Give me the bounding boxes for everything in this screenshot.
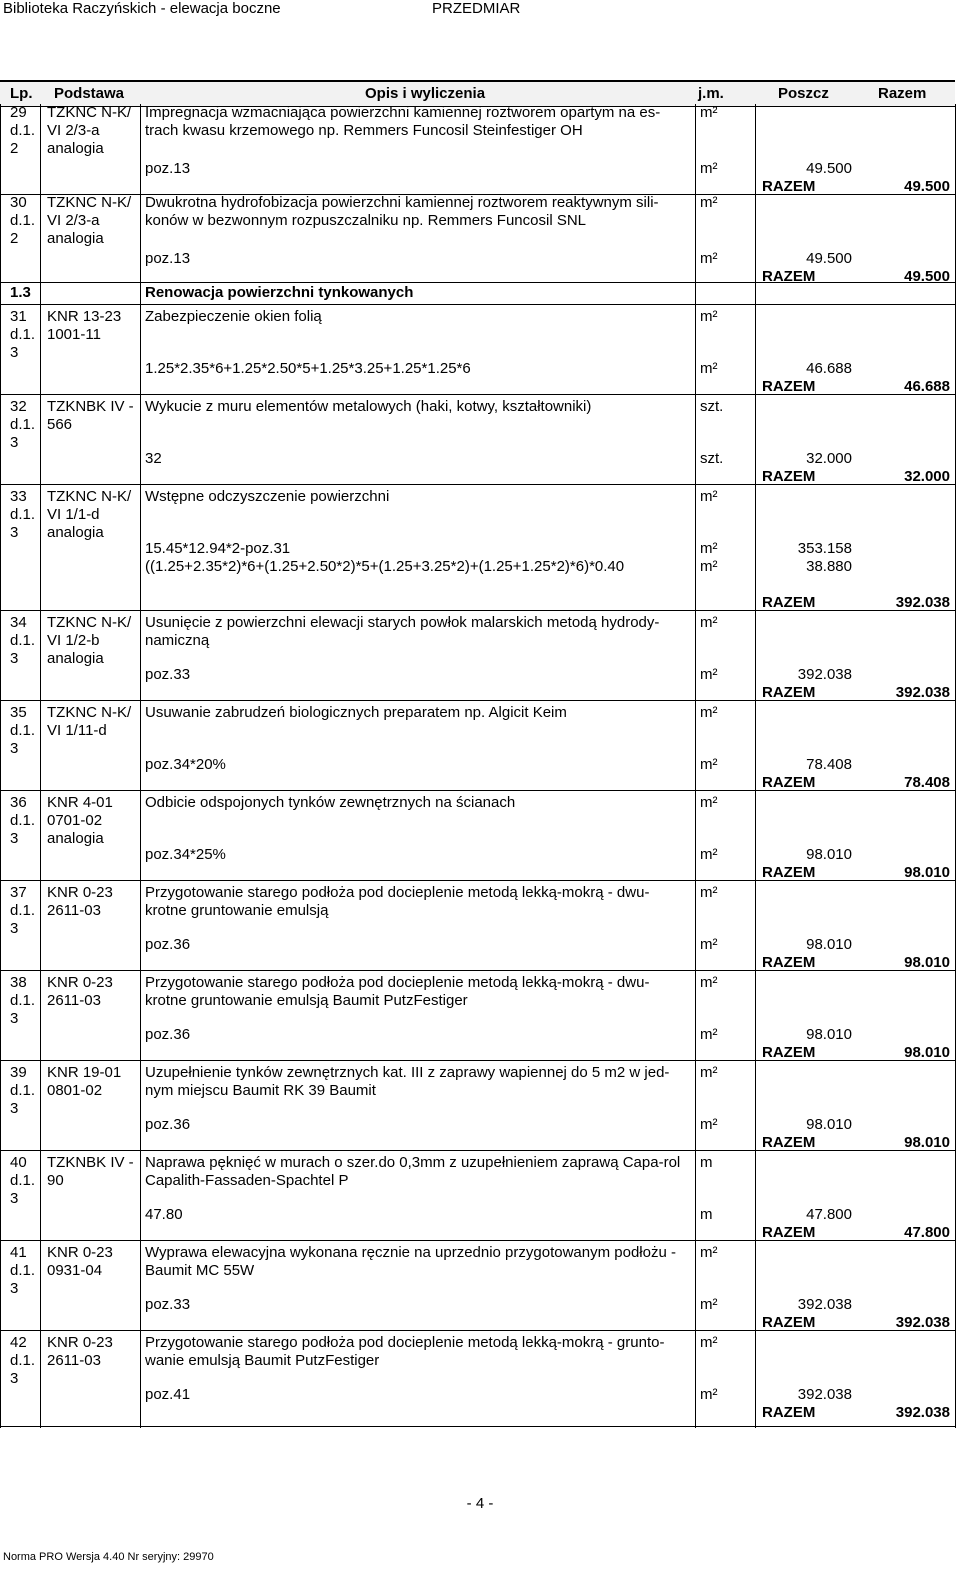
item-unit: m: [700, 1154, 713, 1171]
razem-value: 98.010: [904, 1044, 950, 1061]
calc-expression: poz.36: [145, 936, 191, 953]
row-divider: [0, 484, 955, 485]
row-divider: [0, 1330, 955, 1331]
item-description: Przygotowanie starego podłoża pod docieplenie metodą lekką-mokrą - grunto-wanie emulsją Baumit PutzFestiger: [145, 1334, 665, 1369]
column-divider: [955, 104, 956, 1428]
item-number: 41 d.1. 3: [10, 1244, 36, 1297]
razem-value: 32.000: [904, 468, 950, 485]
item-unit: m²: [700, 104, 718, 121]
razem-label: RAZEM: [762, 684, 816, 701]
razem-value: 98.010: [904, 864, 950, 881]
calc-expression: 32: [145, 450, 162, 467]
calc-unit: m²: [700, 846, 718, 863]
item-number: 42 d.1. 3: [10, 1334, 36, 1387]
calc-expression: 15.45*12.94*2-poz.31: [145, 540, 291, 557]
item-description: Wyprawa elewacyjna wykonana ręcznie na uprzednio przygotowanym podłożu - Baumit MC 55W: [145, 1244, 676, 1279]
row-divider: [0, 1150, 955, 1151]
item-basis: KNR 0-23 2611-03: [47, 1334, 113, 1369]
item-number: 35 d.1. 3: [10, 704, 36, 757]
row-divider: [0, 1240, 955, 1241]
item-basis: TZKNC N-K/ VI 2/3-a analogia: [47, 194, 132, 247]
item-unit: m²: [700, 308, 718, 325]
calc-value: 392.038: [797, 1386, 852, 1403]
section-number: 1.3: [10, 284, 31, 301]
item-number: 40 d.1. 3: [10, 1154, 36, 1207]
page-number: - 4 -: [466, 1495, 494, 1512]
razem-value: 78.408: [904, 774, 950, 791]
item-description: Wstępne odczyszczenie powierzchni: [145, 488, 390, 505]
razem-value: 49.500: [904, 268, 950, 285]
calc-unit: szt.: [700, 450, 724, 467]
item-basis: TZKNC N-K/ VI 1/11-d: [47, 704, 132, 739]
item-basis: TZKNBK IV - 90: [47, 1154, 134, 1189]
item-description: Usunięcie z powierzchni elewacji starych powłok malarskich metodą hydrody-namiczną: [145, 614, 660, 649]
calc-unit: m²: [700, 756, 718, 773]
item-basis: KNR 0-23 2611-03: [47, 884, 113, 919]
row-divider: [0, 1426, 955, 1427]
calc-unit: m²: [700, 250, 718, 267]
item-unit: szt.: [700, 398, 724, 415]
section-title: Renowacja powierzchni tynkowanych: [145, 284, 414, 301]
calc-expression: poz.41: [145, 1386, 191, 1403]
item-description: Wykucie z muru elementów metalowych (haki, kotwy, kształtowniki): [145, 398, 592, 415]
calc-value: 78.408: [806, 756, 852, 773]
calc-expression: poz.33: [145, 1296, 191, 1313]
item-number: 32 d.1. 3: [10, 398, 36, 451]
razem-value: 392.038: [895, 1314, 950, 1331]
row-divider: [0, 790, 955, 791]
calc-value: 38.880: [806, 558, 852, 575]
item-number: 37 d.1. 3: [10, 884, 36, 937]
razem-value: 392.038: [895, 594, 950, 611]
col-poszcz: Poszcz: [778, 85, 829, 102]
calc-value: 98.010: [806, 1026, 852, 1043]
calc-expression: poz.13: [145, 160, 191, 177]
calc-unit: m²: [700, 666, 718, 683]
calc-unit: m²: [700, 1116, 718, 1133]
col-razem: Razem: [878, 85, 927, 102]
row-divider: [0, 880, 955, 881]
item-basis: KNR 0-23 0931-04: [47, 1244, 113, 1279]
calc-value: 392.038: [797, 1296, 852, 1313]
razem-value: 392.038: [895, 1404, 950, 1421]
item-unit: m²: [700, 614, 718, 631]
item-description: Przygotowanie starego podłoża pod docieplenie metodą lekką-mokrą - dwu-krotne gruntowanie emulsją: [145, 884, 650, 919]
item-basis: KNR 4-01 0701-02 analogia: [47, 794, 113, 847]
razem-value: 47.800: [904, 1224, 950, 1241]
row-divider: [0, 394, 955, 395]
razem-value: 49.500: [904, 178, 950, 195]
col-lp: Lp.: [10, 85, 33, 102]
calc-expression: poz.34*20%: [145, 756, 226, 773]
software-note: Norma PRO Wersja 4.40 Nr seryjny: 29970: [3, 1551, 214, 1563]
row-divider: [0, 1060, 955, 1061]
calc-expression: 1.25*2.35*6+1.25*2.50*5+1.25*3.25+1.25*1.25*6: [145, 360, 471, 377]
calc-value: 49.500: [806, 250, 852, 267]
item-description: Uzupełnienie tynków zewnętrznych kat. III z zaprawy wapiennej do 5 m2 w jed-nym miejscu Baumit RK 39 Baumit: [145, 1064, 670, 1099]
calc-value: 353.158: [797, 540, 852, 557]
razem-label: RAZEM: [762, 1134, 816, 1151]
item-unit: m²: [700, 794, 718, 811]
item-number: 31 d.1. 3: [10, 308, 36, 361]
calc-unit: m²: [700, 936, 718, 953]
razem-label: RAZEM: [762, 178, 816, 195]
razem-label: RAZEM: [762, 468, 816, 485]
item-description: Przygotowanie starego podłoża pod docieplenie metodą lekką-mokrą - dwu-krotne gruntowanie emulsją Baumit PutzFestiger: [145, 974, 650, 1009]
calc-unit: m²: [700, 540, 718, 557]
item-description: Usuwanie zabrudzeń biologicznych preparatem np. Algicit Keim: [145, 704, 567, 721]
item-description: Odbicie odspojonych tynków zewnętrznych na ścianach: [145, 794, 516, 811]
razem-label: RAZEM: [762, 954, 816, 971]
row-divider: [0, 970, 955, 971]
estimate-table: [0, 104, 955, 1428]
calc-unit: m: [700, 1206, 713, 1223]
calc-expression: poz.33: [145, 666, 191, 683]
item-number: 38 d.1. 3: [10, 974, 36, 1027]
item-unit: m²: [700, 488, 718, 505]
calc-value: 32.000: [806, 450, 852, 467]
razem-label: RAZEM: [762, 1044, 816, 1061]
item-unit: m²: [700, 974, 718, 991]
item-description: Impregnacja wzmacniająca powierzchni kamiennej roztworem opartym na es-trach kwasu krzemowego np. Remmers Funcosil Steinfestiger OH: [145, 104, 661, 139]
item-number: 29 d.1. 2: [10, 104, 36, 157]
col-opis: Opis i wyliczenia: [365, 85, 486, 102]
item-basis: KNR 19-01 0801-02: [47, 1064, 122, 1099]
document-type: PRZEDMIAR: [432, 0, 521, 17]
row-divider: [0, 610, 955, 611]
item-basis: TZKNC N-K/ VI 1/1-d analogia: [47, 488, 132, 541]
calc-value: 392.038: [797, 666, 852, 683]
razem-label: RAZEM: [762, 1314, 816, 1331]
calc-unit: m²: [700, 1386, 718, 1403]
calc-unit: m²: [700, 360, 718, 377]
calc-unit: m²: [700, 1296, 718, 1313]
col-jm: j.m.: [698, 85, 724, 102]
razem-label: RAZEM: [762, 1404, 816, 1421]
razem-value: 98.010: [904, 1134, 950, 1151]
item-description: Zabezpieczenie okien folią: [145, 308, 322, 325]
column-divider: [695, 104, 696, 1428]
calc-value: 46.688: [806, 360, 852, 377]
calc-value: 98.010: [806, 936, 852, 953]
razem-label: RAZEM: [762, 774, 816, 791]
razem-value: 98.010: [904, 954, 950, 971]
calc-unit: m²: [700, 1026, 718, 1043]
calc-expression: ((1.25+2.35*2)*6+(1.25+2.50*2)*5+(1.25+3.25*2)+(1.25+1.25*2)*6)*0.40: [145, 558, 625, 575]
calc-unit: m²: [700, 558, 718, 575]
calc-value: 98.010: [806, 846, 852, 863]
item-unit: m²: [700, 1064, 718, 1081]
item-number: 39 d.1. 3: [10, 1064, 36, 1117]
razem-value: 46.688: [904, 378, 950, 395]
table-header: [0, 80, 955, 107]
item-description: Dwukrotna hydrofobizacja powierzchni kamiennej roztworem reaktywnym sili-konów w bezwonnym rozpuszczalniku np. Remmers Funcosil SNL: [145, 194, 659, 229]
calc-expression: poz.36: [145, 1116, 191, 1133]
item-number: 33 d.1. 3: [10, 488, 36, 541]
item-basis: TZKNC N-K/ VI 2/3-a analogia: [47, 104, 132, 157]
item-number: 34 d.1. 3: [10, 614, 36, 667]
razem-value: 392.038: [895, 684, 950, 701]
calc-expression: poz.13: [145, 250, 191, 267]
razem-label: RAZEM: [762, 864, 816, 881]
calc-expression: poz.34*25%: [145, 846, 226, 863]
item-unit: m²: [700, 704, 718, 721]
col-podstawa: Podstawa: [54, 85, 125, 102]
item-description: Naprawa pęknięć w murach o szer.do 0,3mm z uzupełnieniem zaprawą Capa-rol Capalith-Fassaden-Spachtel P: [145, 1154, 681, 1189]
calc-expression: 47.80: [145, 1206, 183, 1223]
row-divider: [0, 304, 955, 305]
item-basis: KNR 0-23 2611-03: [47, 974, 113, 1009]
calc-value: 98.010: [806, 1116, 852, 1133]
razem-label: RAZEM: [762, 1224, 816, 1241]
item-number: 36 d.1. 3: [10, 794, 36, 847]
razem-label: RAZEM: [762, 268, 816, 285]
razem-label: RAZEM: [762, 594, 816, 611]
column-divider: [0, 104, 1, 1428]
item-unit: m²: [700, 884, 718, 901]
item-unit: m²: [700, 1334, 718, 1351]
item-basis: KNR 13-23 1001-11: [47, 308, 122, 343]
item-unit: m²: [700, 1244, 718, 1261]
column-divider: [140, 104, 141, 1428]
row-divider: [0, 700, 955, 701]
page-header: [0, 0, 960, 22]
calc-value: 49.500: [806, 160, 852, 177]
calc-value: 47.800: [806, 1206, 852, 1223]
item-basis: TZKNC N-K/ VI 1/2-b analogia: [47, 614, 132, 667]
document-title: Biblioteka Raczyńskich - elewacja boczne: [3, 0, 281, 17]
razem-label: RAZEM: [762, 378, 816, 395]
calc-unit: m²: [700, 160, 718, 177]
item-basis: TZKNBK IV - 566: [47, 398, 134, 433]
calc-expression: poz.36: [145, 1026, 191, 1043]
item-unit: m²: [700, 194, 718, 211]
item-number: 30 d.1. 2: [10, 194, 36, 247]
column-divider: [40, 104, 41, 1428]
column-divider: [755, 104, 756, 1428]
